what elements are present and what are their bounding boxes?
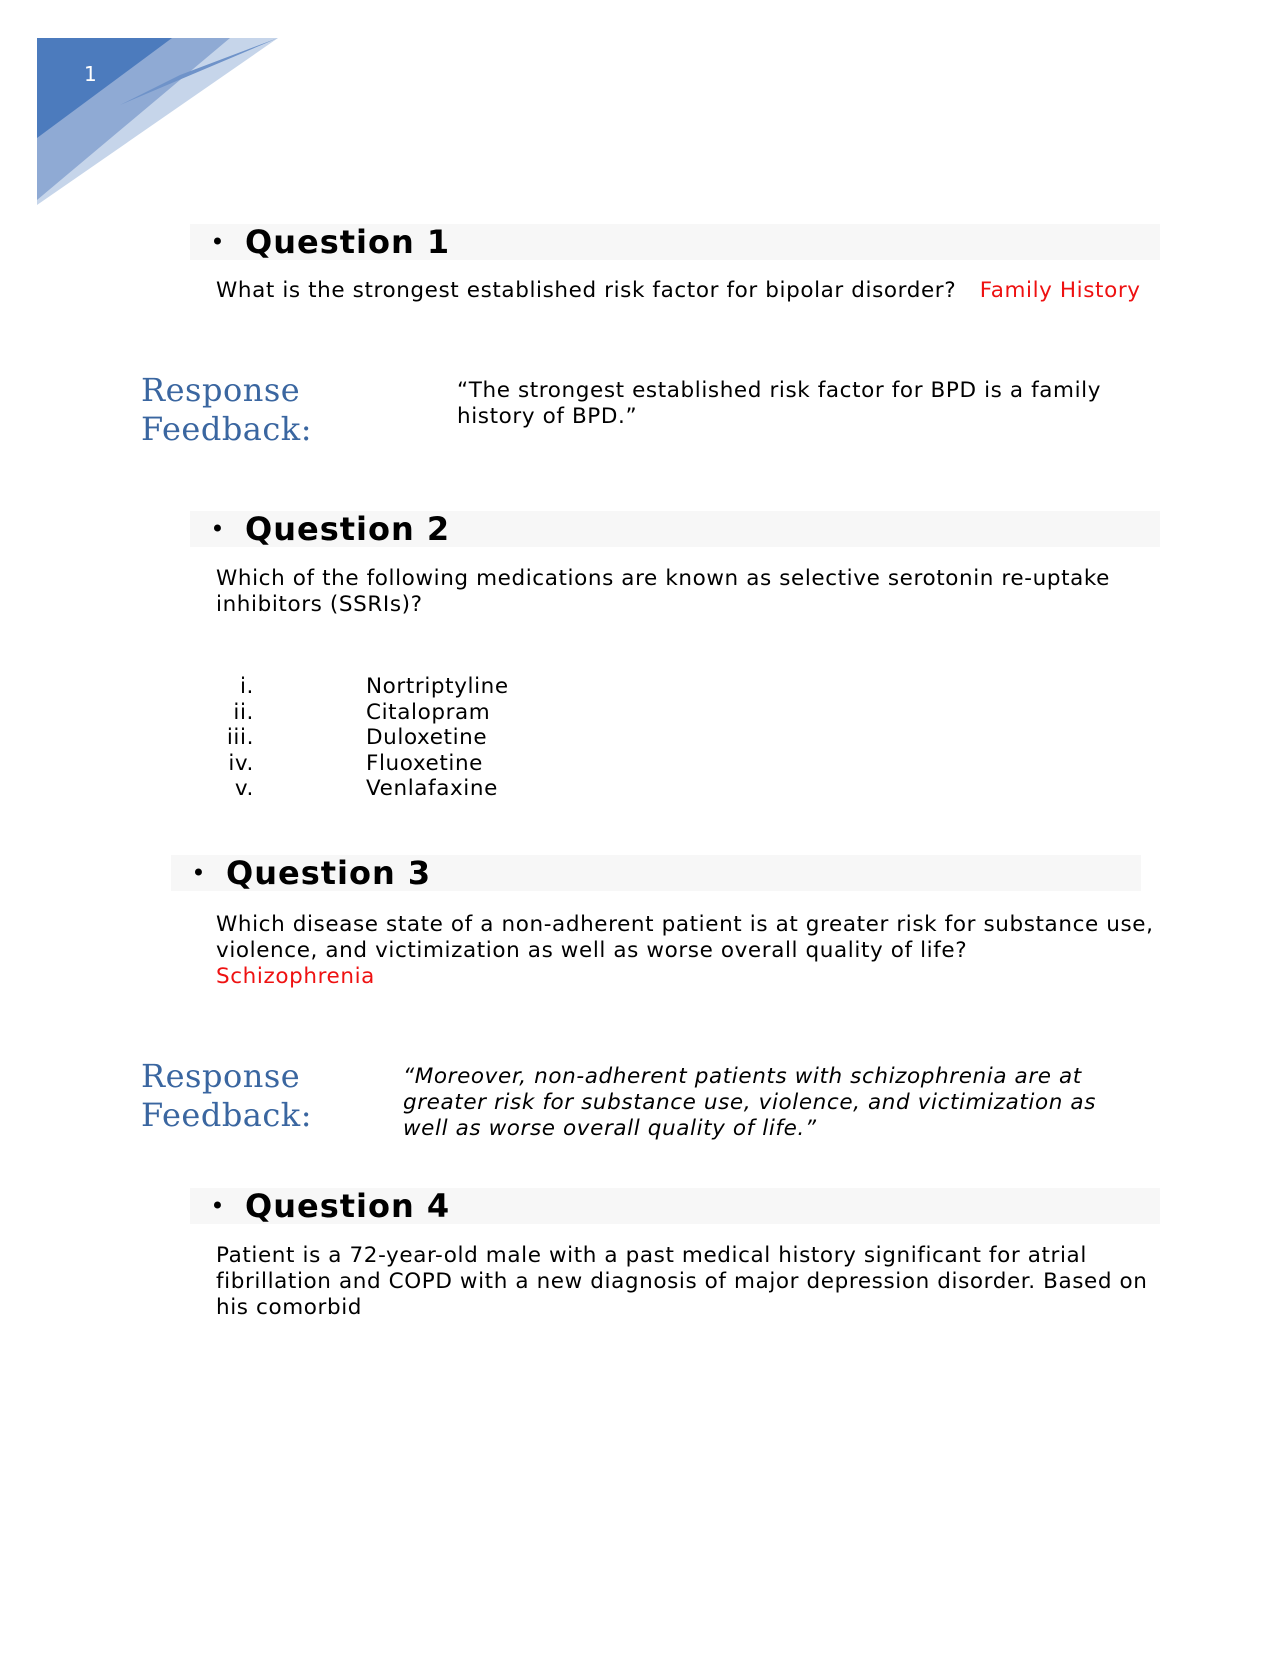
question-1-prompt: What is the strongest established risk factor for bipolar disorder? bbox=[216, 278, 957, 303]
question-2-prompt: Which of the following medications are known as selective serotonin re-uptake inhibitors (SSRIs)? bbox=[216, 566, 1110, 617]
question-3-title: Question 3 bbox=[226, 854, 432, 892]
list-item bbox=[200, 776, 509, 802]
list-item bbox=[200, 700, 509, 726]
option-text: Fluoxetine bbox=[366, 750, 484, 776]
question-3-header bbox=[171, 855, 1141, 891]
question-4-prompt: Patient is a 72-year-old male with a past medical history significant for atrial fibrillation and COPD with a new diagnosis of major depression disorder. Based on his comorbid bbox=[216, 1243, 1148, 1320]
option-text: Venlafaxine bbox=[366, 776, 498, 801]
question-4-header bbox=[190, 1188, 1160, 1224]
option-number: i. bbox=[239, 674, 254, 699]
feedback-1-text: “The strongest established risk factor for BPD is a family history of BPD.” bbox=[457, 378, 1102, 429]
feedback-2-text: “Moreover, non-adherent patients with schizophrenia are at greater risk for substance use, violence, and victimization as well as worse overall quality of life.” bbox=[403, 1064, 1097, 1141]
question-1-header bbox=[190, 224, 1160, 260]
feedback-label-line: Feedback: bbox=[141, 1096, 312, 1134]
feedback-label-line: Response bbox=[141, 1057, 301, 1095]
bullet: • bbox=[191, 859, 206, 887]
question-2-header bbox=[190, 511, 1160, 547]
option-text: Duloxetine bbox=[366, 725, 488, 750]
option-number: ii. bbox=[233, 699, 254, 725]
question-1-answer: Family History bbox=[979, 278, 1141, 303]
feedback-label-line: Response bbox=[141, 371, 301, 409]
corner-decoration bbox=[0, 0, 300, 220]
feedback-label-line: Feedback: bbox=[141, 410, 312, 448]
option-text: Nortriptyline bbox=[366, 674, 509, 699]
option-text: Citalopram bbox=[366, 699, 491, 725]
question-1-title: Question 1 bbox=[245, 223, 451, 261]
question-3-body bbox=[216, 912, 1156, 990]
option-number: iii. bbox=[226, 725, 254, 750]
question-4-title: Question 4 bbox=[245, 1187, 451, 1225]
page-number: 1 bbox=[84, 62, 97, 86]
question-2-options bbox=[200, 674, 509, 802]
bullet: • bbox=[210, 1192, 225, 1220]
question-1-body bbox=[216, 278, 1176, 304]
bullet: • bbox=[210, 515, 225, 543]
question-2-title: Question 2 bbox=[245, 510, 451, 548]
feedback-2-label bbox=[141, 1057, 312, 1135]
bullet: • bbox=[210, 228, 225, 256]
feedback-1-label bbox=[141, 371, 312, 449]
option-number: v. bbox=[234, 776, 254, 801]
list-item bbox=[200, 725, 509, 751]
question-3-prompt: Which disease state of a non-adherent patient is at greater risk for substance use, violence, and victimization as well as worse overall quality of life? bbox=[216, 912, 1154, 963]
list-item bbox=[200, 674, 509, 700]
question-3-answer: Schizophrenia bbox=[216, 964, 375, 989]
list-item bbox=[200, 751, 509, 777]
option-number: iv. bbox=[228, 750, 254, 776]
